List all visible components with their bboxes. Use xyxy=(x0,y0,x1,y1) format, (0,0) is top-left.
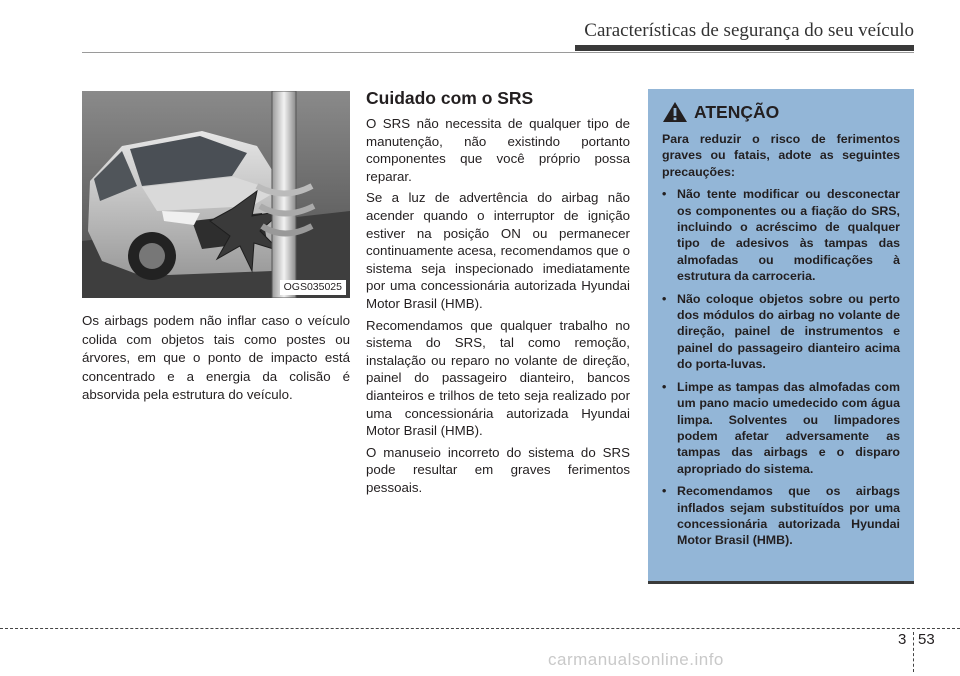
warning-list xyxy=(662,186,900,549)
warning-item xyxy=(662,186,900,284)
bullet: • xyxy=(662,187,667,202)
warning-triangle-icon xyxy=(662,101,688,123)
caution-paragraph: Se a luz de advertência do airbag não acender quando o interruptor de ignição estiver na posição ON ou permanecer continuamente acesa, recomendamos que o sistema seja inspecionado imediatamente por uma concessionária autorizada Hyundai Motor Brasil (HMB). xyxy=(366,190,630,311)
caution-section xyxy=(366,87,630,500)
collision-photo xyxy=(82,91,350,298)
header-title: Características de segurança do seu veículo xyxy=(584,20,914,41)
warning-header xyxy=(662,101,900,123)
caution-title: Cuidado com o SRS xyxy=(366,88,534,108)
warning-item-text: Limpe as tampas das almofadas com um pano macio umedecido com água limpa. Solventes ou limpadores podem afetar adversamente as tampas das airbags e o disparo apropriado do sistema. xyxy=(677,379,900,476)
warning-item-text: Não tente modificar ou desconectar os componentes ou a fiação do SRS, incluindo o acréscimo de qualquer tipo de adesivos às tampas das almofadas ou modificações à estrutura da carroceria. xyxy=(677,187,900,284)
header-rule-thick xyxy=(575,45,914,51)
bullet: • xyxy=(662,484,667,499)
warning-item xyxy=(662,291,900,373)
warning-intro: Para reduzir o risco de ferimentos graves ou fatais, adote as seguintes precauções: xyxy=(662,132,900,179)
header-rule-thin xyxy=(82,52,914,53)
watermark: carmanualsonline.info xyxy=(548,650,724,669)
warning-item-text: Não coloque objetos sobre ou perto dos módulos do airbag no volante de direção, painel de instrumentos e painel do passageiro dianteiro acima do porta-luvas. xyxy=(677,291,900,372)
bullet: • xyxy=(662,379,667,394)
warning-box xyxy=(648,89,914,584)
caution-paragraph: Recomendamos que qualquer trabalho no sistema do SRS, tal como remoção, instalação ou reparo no volante de direção, painel do passageiro dianteiro, bancos dianteiros e trilhos de teto seja realizado por uma concessionária autorizada Hyundai Motor Brasil (HMB). xyxy=(366,317,630,439)
chapter-number: 3 xyxy=(898,631,907,648)
warning-title: ATENÇÃO xyxy=(694,101,780,122)
footer-rule xyxy=(0,628,960,629)
bullet: • xyxy=(662,291,667,306)
car-pole-illustration xyxy=(82,91,350,298)
warning-item-text: Recomendamos que os airbags inflados sejam substituídos por uma concessionária autorizada Hyundai Motor Brasil (HMB). xyxy=(677,484,900,548)
figure-code: OGS035025 xyxy=(280,280,346,295)
warning-item xyxy=(662,483,900,549)
left-paragraph: Os airbags podem não inflar caso o veículo colida com objetos tais como postes ou árvores, em que o ponto de impacto está concentrado e a energia da colisão é absorvida pela estrutura do veículo. xyxy=(82,313,350,402)
warning-item xyxy=(662,379,900,477)
page-number: 53 xyxy=(918,631,935,648)
footer-separator xyxy=(913,632,914,672)
caution-paragraph: O SRS não necessita de qualquer tipo de manutenção, não existindo portanto componentes que você próprio possa reparar. xyxy=(366,116,630,184)
caution-paragraph: O manuseio incorreto do sistema do SRS pode resultar em graves ferimentos pessoais. xyxy=(366,444,630,495)
